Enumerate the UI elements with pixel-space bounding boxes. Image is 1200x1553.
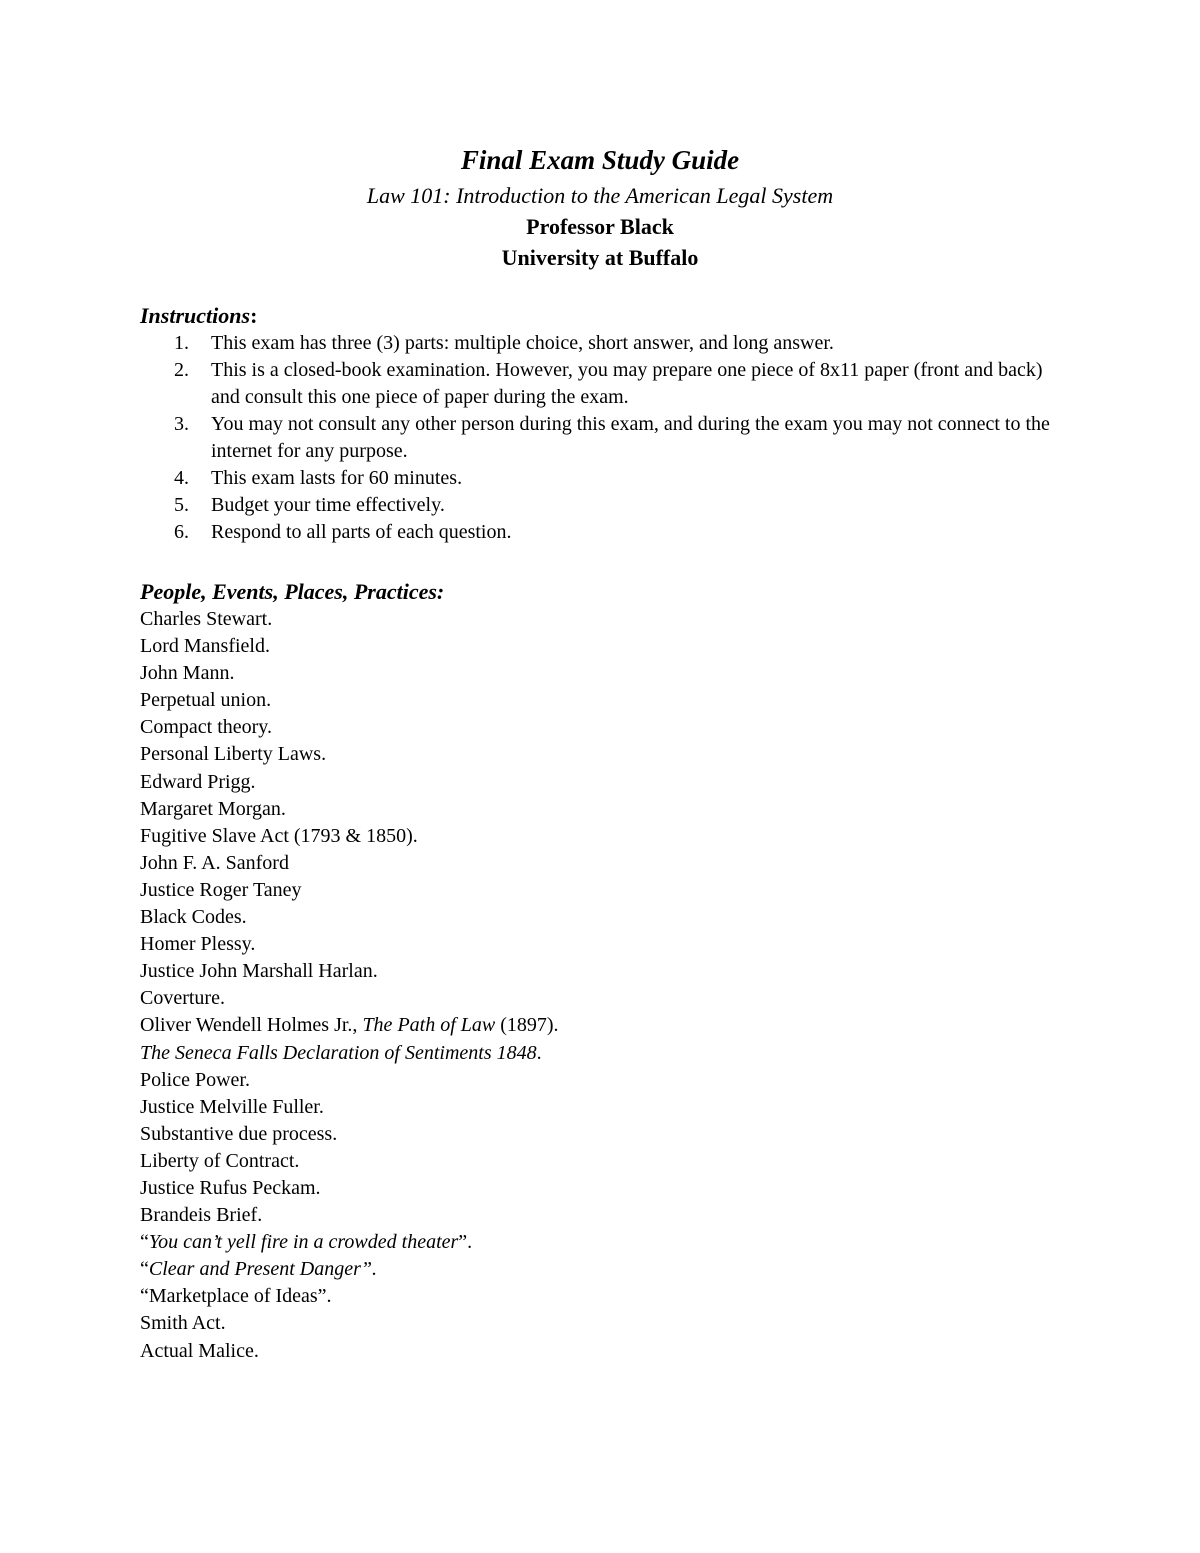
list-item: Justice Rufus Peckam.	[140, 1176, 321, 1199]
list-item: Actual Malice.	[140, 1339, 259, 1362]
university-name: University at Buffalo	[501, 245, 699, 270]
list-item: “Marketplace of Ideas”.	[140, 1285, 332, 1308]
instruction-item	[140, 492, 1060, 519]
instruction-number: 5.	[174, 494, 189, 516]
list-item-seneca	[140, 1040, 1060, 1067]
list-item: Brandeis Brief.	[140, 1204, 263, 1227]
course-subtitle: Law 101: Introduction to the American Legal System	[366, 183, 834, 208]
list-item: John F. A. Sanford	[140, 851, 289, 874]
list-item: Justice Roger Taney	[140, 878, 302, 901]
seneca-period: .	[536, 1041, 542, 1064]
instruction-text: Respond to all parts of each question.	[211, 521, 512, 543]
document-title: Final Exam Study Guide	[460, 145, 740, 175]
holmes-year: (1897).	[495, 1014, 559, 1037]
instruction-number: 2.	[174, 359, 189, 381]
instruction-text: This is a closed-book examination. However, you may prepare one piece of 8x11 paper (front and back) and consult this one piece of paper during the exam.	[211, 359, 1043, 408]
list-item: Edward Prigg.	[140, 770, 256, 793]
instruction-text: This exam lasts for 60 minutes.	[211, 467, 463, 489]
instructions-list	[140, 330, 1060, 546]
instruction-item	[140, 330, 1060, 357]
instructions-section	[140, 302, 1060, 546]
list-item: Personal Liberty Laws.	[140, 743, 327, 766]
list-item: Charles Stewart.	[140, 608, 273, 630]
list-item: Lord Mansfield.	[140, 635, 270, 658]
instructions-heading-colon: :	[250, 303, 258, 328]
instruction-item	[140, 357, 1060, 411]
instruction-item	[140, 411, 1060, 465]
instruction-number: 1.	[174, 332, 189, 354]
fire-quote-open: “	[140, 1231, 149, 1254]
holmes-work-title: The Path of Law	[362, 1014, 496, 1037]
instruction-number: 6.	[174, 521, 189, 543]
list-item: Justice John Marshall Harlan.	[140, 960, 378, 983]
instruction-number: 4.	[174, 467, 189, 489]
professor-name: Professor Black	[526, 214, 674, 239]
list-item-holmes	[140, 1012, 1060, 1039]
instructions-heading-text: Instructions	[140, 303, 251, 328]
people-heading: People, Events, Places, Practices:	[140, 579, 445, 604]
list-item: Coverture.	[140, 987, 225, 1010]
document-header	[0, 140, 1200, 273]
people-list	[140, 606, 1060, 1365]
list-item: Liberty of Contract.	[140, 1149, 300, 1172]
list-item: John Mann.	[140, 662, 235, 685]
people-section	[140, 578, 1060, 1365]
list-item: Black Codes.	[140, 906, 247, 929]
instruction-text: Budget your time effectively.	[211, 494, 445, 516]
list-item: Justice Melville Fuller.	[140, 1095, 324, 1118]
instruction-text: This exam has three (3) parts: multiple choice, short answer, and long answer.	[211, 332, 834, 354]
list-item: Police Power.	[140, 1068, 250, 1091]
instruction-item	[140, 519, 1060, 546]
list-item: Smith Act.	[140, 1312, 226, 1335]
list-item: Fugitive Slave Act (1793 & 1850).	[140, 824, 418, 847]
instructions-heading	[140, 302, 1060, 330]
danger-quote-open: “	[140, 1258, 149, 1281]
instruction-item	[140, 465, 1060, 492]
list-item: Homer Plessy.	[140, 933, 256, 956]
list-item-fire-quote	[140, 1229, 1060, 1256]
seneca-title: The Seneca Falls Declaration of Sentiments 1848	[140, 1041, 537, 1064]
list-item: Substantive due process.	[140, 1122, 338, 1145]
fire-quote-close: ”.	[458, 1231, 473, 1254]
danger-quote-text: Clear and Present Danger”.	[148, 1258, 378, 1281]
list-item-danger-quote	[140, 1256, 1060, 1283]
holmes-name: Oliver Wendell Holmes Jr.,	[140, 1014, 363, 1037]
instruction-number: 3.	[174, 413, 189, 435]
instruction-text: You may not consult any other person during this exam, and during the exam you may not connect to the internet for any purpose.	[211, 413, 1050, 462]
list-item: Perpetual union.	[140, 689, 272, 712]
list-item: Margaret Morgan.	[140, 797, 286, 820]
list-item: Compact theory.	[140, 716, 273, 739]
fire-quote-text: You can’t yell fire in a crowded theater	[148, 1231, 459, 1254]
